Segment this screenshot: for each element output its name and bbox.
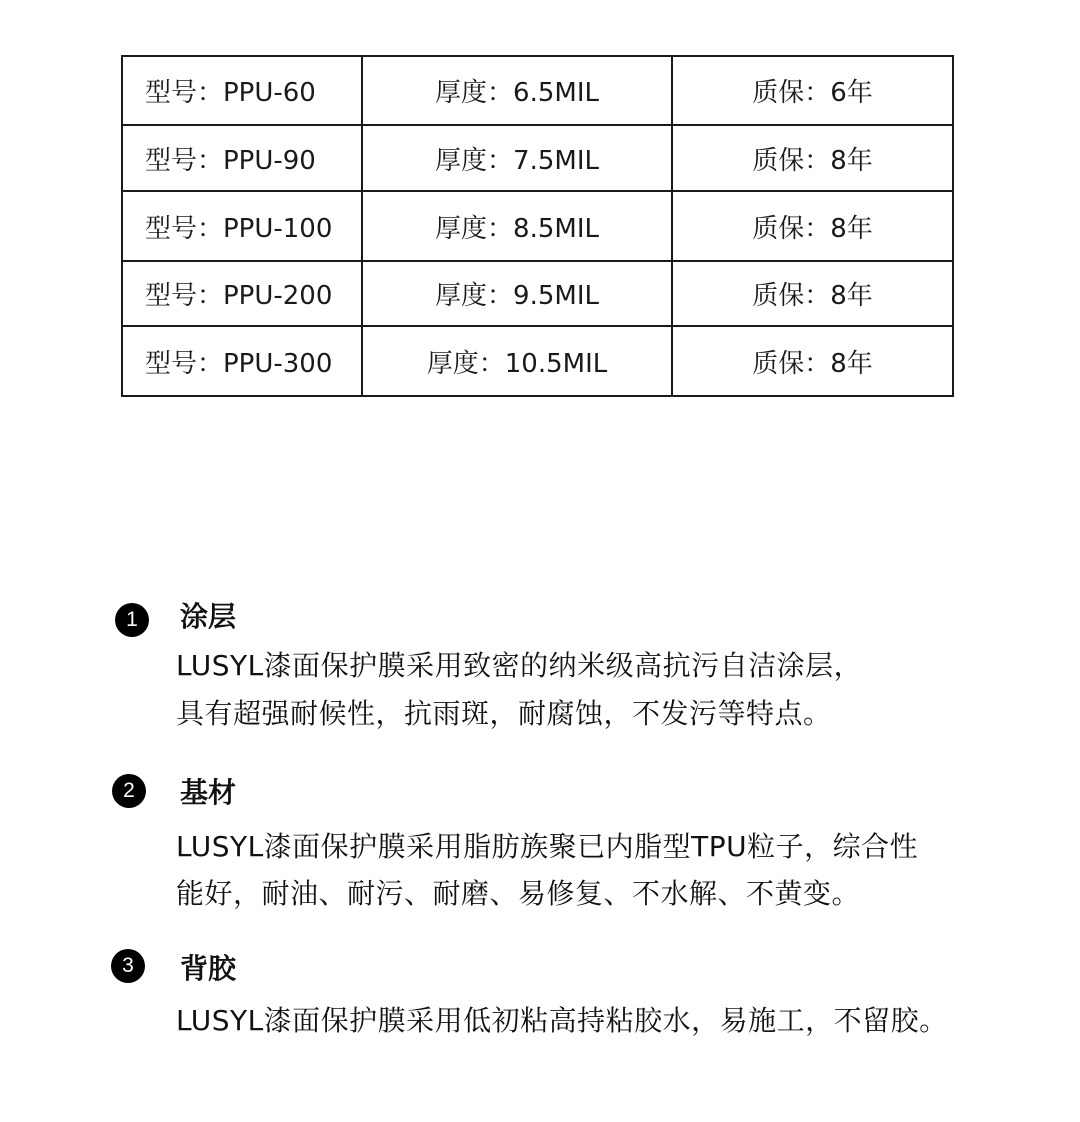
- model-cell: 型号：PPU-60: [122, 56, 362, 125]
- thickness-cell: 厚度：7.5MIL: [362, 125, 672, 191]
- table-row: [122, 191, 953, 261]
- feature-description-line: 具有超强耐候性，抗雨斑，耐腐蚀，不发污等特点。: [176, 697, 832, 730]
- model-cell: 型号：PPU-200: [122, 261, 362, 326]
- feature-description-line: LUSYL漆面保护膜采用低初粘高持粘胶水，易施工，不留胶。: [176, 1004, 948, 1037]
- feature-title: 涂层: [180, 600, 237, 633]
- feature-description-line: 能好，耐油、耐污、耐磨、易修复、不水解、不黄变。: [176, 877, 861, 910]
- feature-description-line: LUSYL漆面保护膜采用脂肪族聚已内脂型TPU粒子，综合性: [176, 830, 919, 863]
- model-cell: 型号：PPU-90: [122, 125, 362, 191]
- feature-title: 背胶: [180, 952, 237, 985]
- thickness-cell: 厚度：9.5MIL: [362, 261, 672, 326]
- number-three-badge: 3: [111, 949, 145, 983]
- table-row: [122, 326, 953, 396]
- feature-title: 基材: [180, 776, 237, 809]
- warranty-cell: 质保：8年: [672, 326, 953, 396]
- warranty-cell: 质保：6年: [672, 56, 953, 125]
- thickness-cell: 厚度：8.5MIL: [362, 191, 672, 261]
- thickness-cell: 厚度：10.5MIL: [362, 326, 672, 396]
- feature-description-line: LUSYL漆面保护膜采用致密的纳米级高抗污自洁涂层，: [176, 649, 863, 682]
- number-two-badge: 2: [112, 774, 146, 808]
- spec-table: [121, 55, 954, 397]
- warranty-cell: 质保：8年: [672, 191, 953, 261]
- table-row: [122, 56, 953, 125]
- table-row: [122, 261, 953, 326]
- thickness-cell: 厚度：6.5MIL: [362, 56, 672, 125]
- model-cell: 型号：PPU-100: [122, 191, 362, 261]
- number-one-badge: 1: [115, 603, 149, 637]
- warranty-cell: 质保：8年: [672, 261, 953, 326]
- model-cell: 型号：PPU-300: [122, 326, 362, 396]
- table-row: [122, 125, 953, 191]
- warranty-cell: 质保：8年: [672, 125, 953, 191]
